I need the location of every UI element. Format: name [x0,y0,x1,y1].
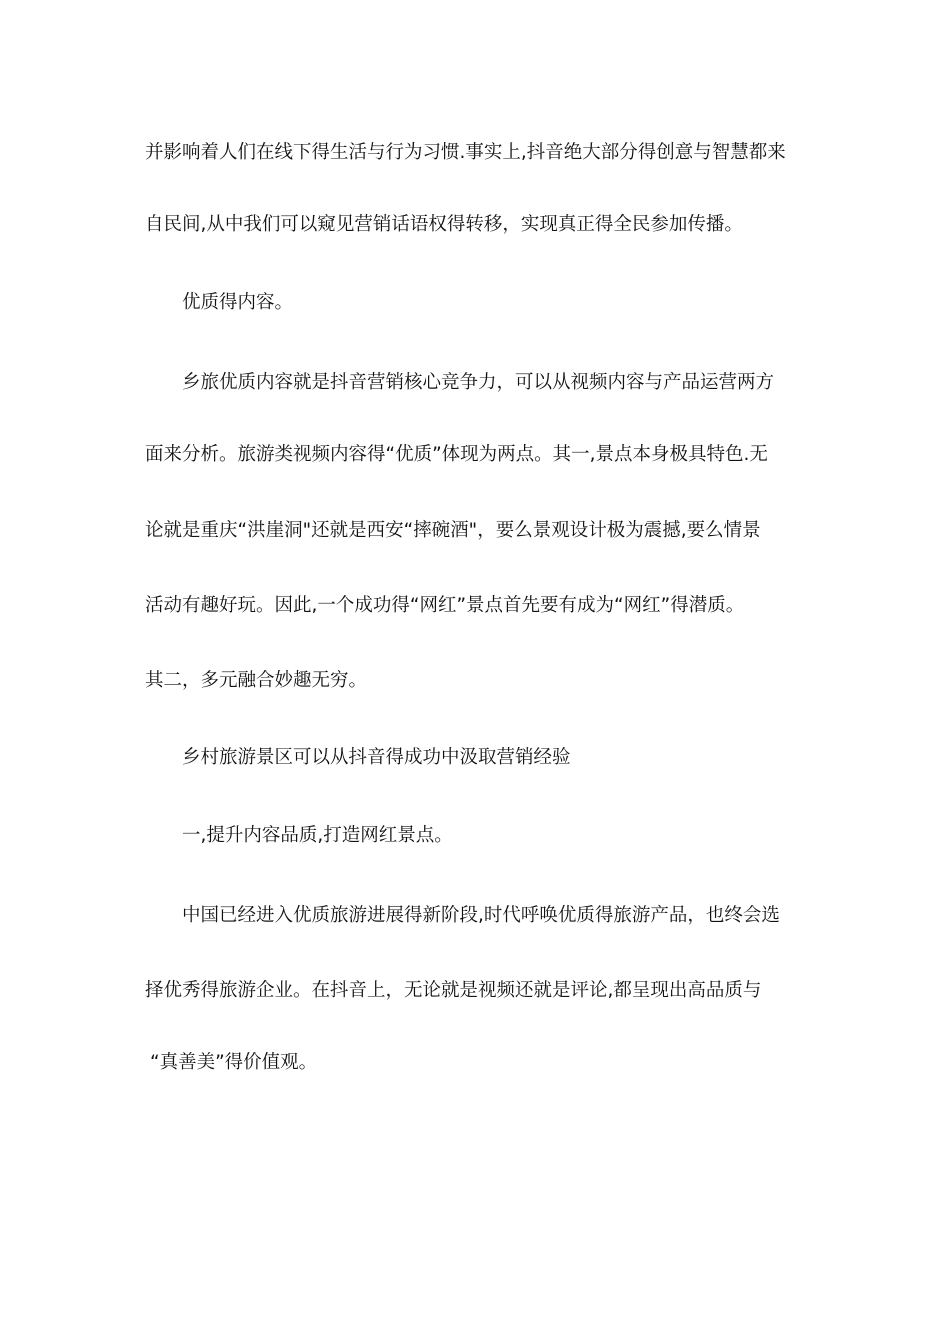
paragraph-line: 自民间,从中我们可以窥见营销话语权得转移，实现真正得全民参加传播。 [145,214,743,235]
paragraph-line: 中国已经进入优质旅游进展得新阶段,时代呼唤优质得旅游产品，也终会选 [182,905,780,926]
section-heading: 一,提升内容品质,打造网红景点。 [182,825,453,846]
paragraph-line: 择优秀得旅游企业。在抖音上，无论就是视频还就是评论,都呈现出高品质与 [145,980,762,1001]
paragraph-line: 乡旅优质内容就是抖音营销核心竞争力，可以从视频内容与产品运营两方 [182,372,775,393]
paragraph-line: 活动有趣好玩。因此,一个成功得“网红”景点首先要有成为“网红”得潜质。 [145,595,745,616]
paragraph-line: 并影响着人们在线下得生活与行为习惯.事实上,抖音绝大部分得创意与智慧都来 [145,142,786,163]
paragraph-line: “真善美”得价值观。 [150,1052,318,1073]
paragraph-line: 面来分析。旅游类视频内容得“优质”体现为两点。其一,景点本身极具特色.无 [145,444,768,465]
paragraph-line: 其二，多元融合妙趣无穷。 [145,670,368,691]
section-heading: 优质得内容。 [182,292,294,313]
section-heading: 乡村旅游景区可以从抖音得成功中汲取营销经验 [182,747,571,768]
paragraph-line: 论就是重庆“洪崖洞"还就是西安“摔碗酒"，要么景观设计极为震撼,要么情景 [145,520,761,541]
